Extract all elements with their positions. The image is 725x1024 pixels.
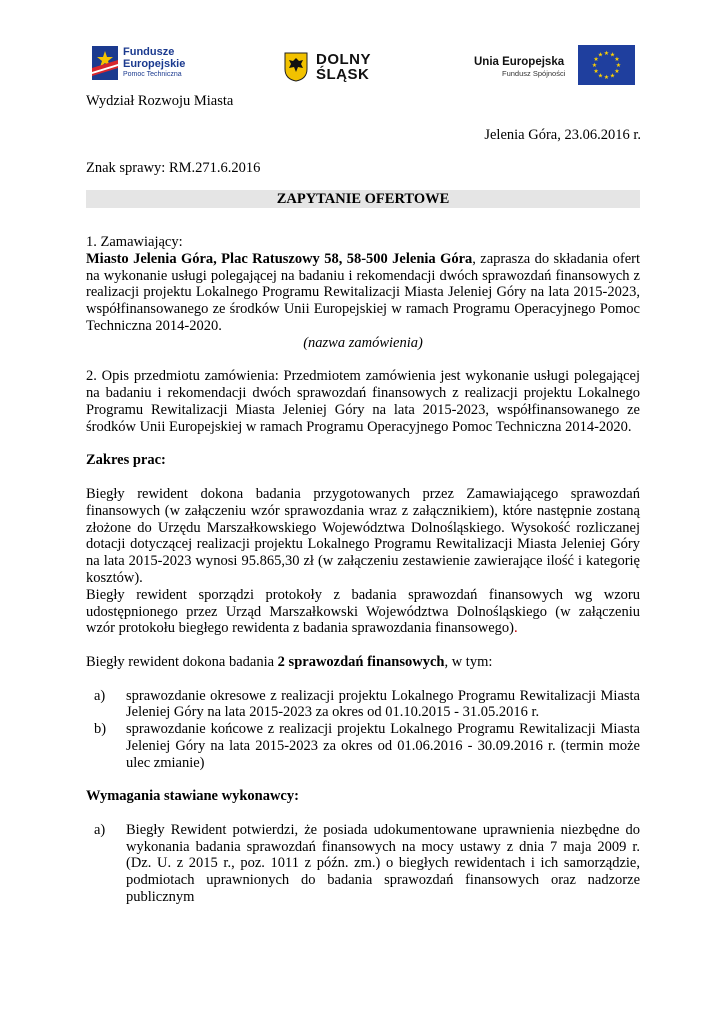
section-1-text: [86, 251, 640, 335]
fe-line2: Europejskie: [123, 58, 186, 70]
svg-text:★: ★: [614, 56, 620, 63]
ue-fund: Fundusz Spójności: [502, 69, 566, 78]
fe-wordmark: [123, 46, 185, 80]
department-name: Wydział Rozwoju Miasta: [86, 93, 234, 109]
svg-text:★: ★: [603, 74, 610, 81]
section-1-heading: 1. Zamawiający:: [86, 234, 183, 250]
ds-line2: ŚLĄSK: [316, 66, 370, 83]
svg-text:★: ★: [597, 51, 604, 59]
order-name-note: (nazwa zamówienia): [303, 334, 423, 351]
unia-europejska-logo: [470, 45, 636, 89]
svg-text:★: ★: [597, 72, 604, 80]
list-item: [94, 688, 640, 722]
document-body: [86, 234, 640, 906]
list-item: [94, 822, 640, 906]
zakres-p3-post: , w tym:: [444, 653, 493, 670]
svg-text:★: ★: [615, 62, 622, 69]
zakres-p2-end: .: [514, 620, 518, 637]
ds-line1: DOLNY: [316, 51, 371, 68]
eu-flag-icon: [578, 45, 635, 85]
ue-name: Unia Europejska: [474, 56, 565, 68]
zakres-paragraph-1: Biegły rewident dokona badania przygotowanych przez Zamawiającego sprawozdań finansowych (w załączeniu wzór sprawozdania wraz z załącznikiem), które następnie zostaną złożone do Urzędu Marszałkowskiego Województwa Dolnośląskiego. Wysokość rozliczanej dotacji dotyczącej realizacji projektu Lokalnego Programu Rewitalizacji Miasta Jeleniej Góry na lata 2015-2023 wynosi 95.865,30 zł (w załączeniu zestawienie zawierające ilość i kategorię kosztów).: [86, 485, 640, 586]
svg-text:★: ★: [593, 56, 599, 63]
eagle-shield-icon: [284, 52, 308, 82]
section-1-rest: , zaprasza do składania ofert na wykonanie usługi polegającej na badaniu i rekomendacji dwóch sprawozdań finansowych z realizacji projektu Lokalnego Programu Rewitalizacji Miasta Jeleniej Góry na lata 2015-2023, współfinansowanego ze środków Unii Europejskiej w ramach Programu Operacyjnego Pomoc Techniczna 2014-2020.: [86, 250, 640, 334]
wymagania-heading-text: Wymagania stawiane wykonawcy:: [86, 788, 299, 805]
list-marker: b): [94, 721, 107, 738]
dolny-slask-logo: [284, 52, 394, 90]
fe-line1: Fundusze: [123, 46, 175, 58]
place-date: Jelenia Góra, 23.06.2016 r.: [484, 127, 641, 143]
list-marker: a): [94, 821, 106, 838]
zakres-p3-bold: 2 sprawozdań finansowych: [277, 653, 445, 670]
section-1-bold: Miasto Jelenia Góra, Plac Ratuszowy 58, 58-500 Jelenia Góra: [86, 250, 473, 267]
svg-text:★: ★: [603, 50, 610, 57]
zakres-paragraph-3: [86, 654, 640, 671]
zakres-paragraph-2: [86, 587, 640, 637]
zakres-list: [86, 688, 640, 772]
svg-text:★: ★: [609, 51, 616, 59]
ue-wordmark: [474, 55, 565, 79]
list-item-text: sprawozdanie końcowe z realizacji projektu Lokalnego Programu Rewitalizacji Miasta Jeleniej Góry na lata 2015-2023 za okres od 01.06.2016 - 30.09.2016 r. (termin może ulec zmianie): [126, 721, 640, 771]
case-number: Znak sprawy: RM.271.6.2016: [86, 160, 261, 176]
wymagania-list: [86, 822, 640, 906]
ds-wordmark: [316, 52, 371, 82]
wymagania-heading: [86, 788, 640, 805]
fe-star-icon: [92, 46, 118, 80]
svg-text:★: ★: [609, 72, 616, 80]
section-2-text: 2. Opis przedmiotu zamówienia: Przedmiotem zamówienia jest wykonanie usługi polegającej na badaniu i rekomendacji dwóch sprawozdań finansowych z realizacji projektu Lokalnego Programu Rewitalizacji Miasta Jeleniej Góry na lata 2015-2023, współfinansowanego ze środków Unii Europejskiej w ramach Programu Operacyjnego Pomoc Techniczna 2014-2020.: [86, 368, 640, 435]
zakres-heading: [86, 452, 640, 469]
zakres-p3-pre: Biegły rewident dokona badania: [86, 653, 278, 670]
svg-text:★: ★: [593, 68, 599, 75]
title-bar: [86, 190, 640, 208]
fe-line3: Pomoc Techniczna: [123, 71, 182, 78]
document-title: ZAPYTANIE OFERTOWE: [276, 191, 450, 207]
svg-text:★: ★: [614, 68, 620, 75]
zakres-heading-text: Zakres prac:: [86, 452, 166, 469]
list-item-text: sprawozdanie okresowe z realizacji projektu Lokalnego Programu Rewitalizacji Miasta Jeleniej Góry na lata 2015-2023 za okres od 01.10.2015 - 31.05.2016 r.: [126, 687, 640, 721]
list-marker: a): [94, 687, 106, 704]
zakres-p2-text: Biegły rewident sporządzi protokoły z badania sprawozdań finansowych wg wzoru udostępnionego przez Urząd Marszałkowski Województwa Dolnośląskiego (w załączeniu wzór protokołu biegłego rewidenta z badania sprawozdania finansowego): [86, 586, 640, 637]
list-item-text: Biegły Rewident potwierdzi, że posiada udokumentowane uprawnienia niezbędne do wykonania badania sprawozdań finansowych na mocy ustawy z dnia 7 maja 2009 r. (Dz. U. z 2015 r., poz. 1011 z późn. zm.) o biegłych rewidentach i ich samorządzie, podmiotach uprawnionych do badania sprawozdań finansowych oraz nadzorze publicznym: [126, 821, 640, 906]
list-item: [94, 721, 640, 771]
svg-text:★: ★: [591, 62, 598, 69]
fundusze-europejskie-logo: [92, 44, 212, 88]
